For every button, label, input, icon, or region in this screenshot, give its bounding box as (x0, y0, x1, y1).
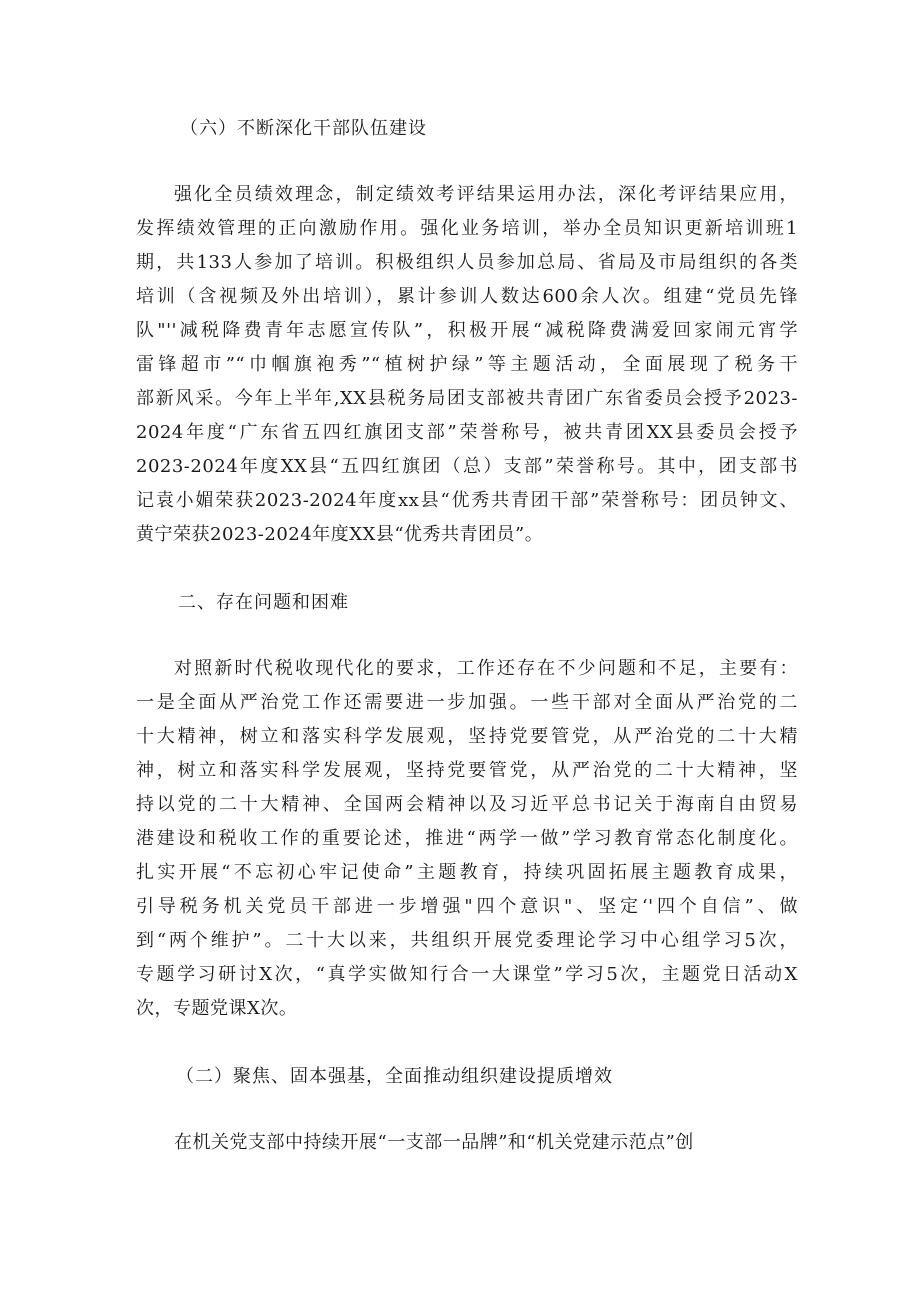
paragraph-line: 2023-2024年度XX县“五四红旗团（总）支部”荣誉称号。其中，团支部书 (136, 456, 798, 477)
paragraph-line: 在机关党支部中持续开展“一支部一品牌”和“机关党建示范点”创 (174, 1132, 694, 1153)
paragraph-organization (136, 1126, 798, 1160)
paragraph-line: 对照新时代税收现代化的要求，工作还存在不少问题和不足，主要有： (174, 658, 798, 679)
paragraph-cadre-team (136, 178, 798, 552)
paragraph-line: 雷锋超市”“巾帼旗袍秀”“植树护绿”等主题活动，全面展现了税务干 (136, 354, 798, 375)
paragraph-line: 部新风采。今年上半年,XX县税务局团支部被共青团广东省委员会授予2023- (136, 388, 798, 409)
paragraph-line: 一是全面从严治党工作还需要进一步加强。一些干部对全面从严治党的二 (136, 692, 798, 713)
paragraph-line: 黄宁荣获2023-2024年度XX县“优秀共青团员”。 (136, 524, 544, 545)
paragraph-line: 十大精神，树立和落实科学发展观，坚持党要管党，从严治党的二十大精 (136, 726, 798, 747)
paragraph-line: 队"''减税降费青年志愿宣传队”，积极开展“减税降费满爱回家闹元宵学 (136, 320, 798, 341)
section-heading-cadre-team: （六）不断深化干部队伍建设 (180, 118, 427, 139)
paragraph-problems (136, 652, 798, 1026)
paragraph-line: 神，树立和落实科学发展观，坚持党要管党，从严治党的二十大精神，坚 (136, 760, 798, 781)
paragraph-line: 引导税务机关党员干部进一步增强"四个意识"、坚定‘'四个自信”、做 (136, 896, 798, 917)
paragraph-line: 记袁小媚荣获2023-2024年度xx县“优秀共青团干部”荣誉称号：团员钟文、 (136, 490, 798, 511)
paragraph-line: 次，专题党课X次。 (136, 998, 298, 1019)
paragraph-line: 强化全员绩效理念，制定绩效考评结果运用办法，深化考评结果应用， (174, 184, 798, 205)
paragraph-line: 持以党的二十大精神、全国两会精神以及习近平总书记关于海南自由贸易 (136, 794, 798, 815)
section-heading-problems: 二、存在问题和困难 (178, 592, 349, 613)
paragraph-line: 港建设和税收工作的重要论述，推进“两学一做”学习教育常态化制度化。 (136, 828, 798, 849)
paragraph-line: 到“两个维护”。二十大以来，共组织开展党委理论学习中心组学习5次， (136, 930, 798, 951)
paragraph-line: 2024年度“广东省五四红旗团支部”荣誉称号，被共青团XX县委员会授予 (136, 422, 798, 443)
paragraph-line: 培训（含视频及外出培训），累计参训人数达600余人次。组建“党员先锋 (136, 286, 798, 307)
paragraph-line: 扎实开展“不忘初心牢记使命”主题教育，持续巩固拓展主题教育成果， (136, 862, 798, 883)
section-heading-organization: （二）聚焦、固本强基，全面推动组织建设提质增效 (176, 1066, 613, 1087)
paragraph-line: 期，共133人参加了培训。积极组织人员参加总局、省局及市局组织的各类 (136, 252, 798, 273)
paragraph-line: 专题学习研讨X次，“真学实做知行合一大课堂”学习5次，主题党日活动X (136, 964, 798, 985)
paragraph-line: 发挥绩效管理的正向激励作用。强化业务培训，举办全员知识更新培训班1 (136, 218, 798, 239)
